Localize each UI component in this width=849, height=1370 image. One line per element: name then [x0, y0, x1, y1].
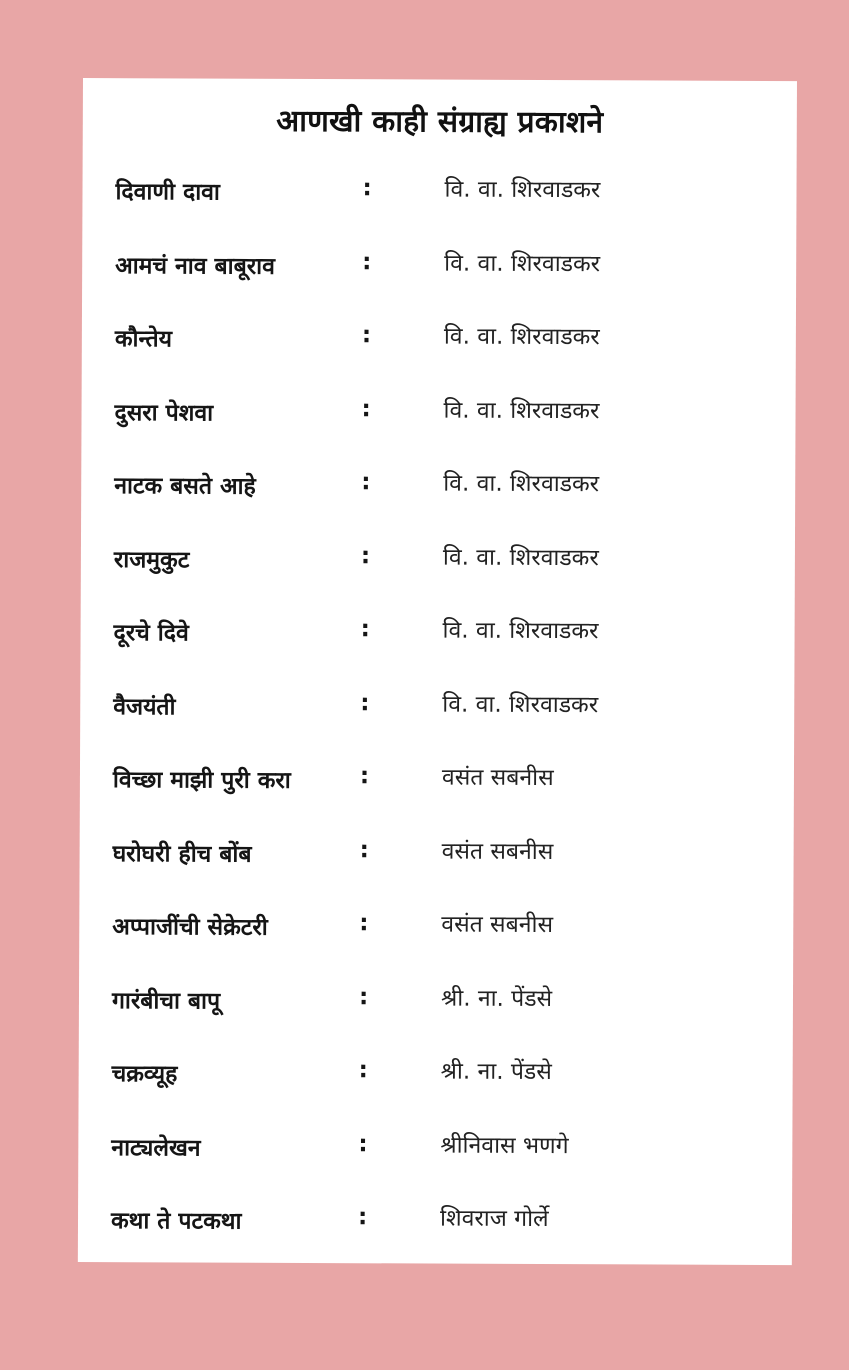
list-item	[80, 684, 794, 761]
page-heading: आणखी काही संग्राह्य प्रकाशने	[276, 103, 604, 141]
book-title: घरोघरी हीच बोंब	[112, 840, 252, 868]
separator-colon: :	[362, 175, 372, 202]
list-item	[81, 390, 795, 467]
list-item	[80, 758, 794, 835]
book-title: नाट्यलेखन	[111, 1134, 201, 1162]
book-title: राजमुकुट	[113, 546, 190, 573]
book-author: वसंत सबनीस	[441, 911, 554, 939]
book-title: दूरचे दिवे	[113, 620, 189, 647]
publication-list-panel	[78, 78, 797, 1265]
separator-colon: :	[360, 542, 371, 569]
book-title: गारंबीचा बापू	[111, 987, 221, 1015]
book-author: वि. वा. शिरवाडकर	[443, 397, 600, 424]
book-author: वसंत सबनीस	[441, 764, 554, 792]
separator-colon: :	[358, 1057, 368, 1084]
separator-colon: :	[359, 910, 369, 937]
book-title: अप्पाजींची सेक्रेटरी	[112, 914, 268, 941]
book-title: कौन्तेय	[114, 326, 173, 353]
book-title: चक्रव्यूह	[111, 1061, 178, 1088]
separator-colon: :	[361, 395, 371, 422]
book-title: कथा ते पटकथा	[110, 1208, 242, 1235]
book-title: दिवाणी दावा	[115, 179, 220, 206]
book-author: वि. वा. शिरवाडकर	[443, 323, 600, 351]
book-author: श्री. ना. पेंडसे	[440, 985, 553, 1012]
book-author: श्रीनिवास भणगे	[440, 1132, 569, 1159]
book-author: वि. वा. शिरवाडकर	[444, 176, 601, 204]
book-list	[78, 170, 797, 1276]
book-author: श्री. ना. पेंडसे	[440, 1058, 552, 1086]
list-item	[79, 905, 793, 982]
book-author: वि. वा. शिरवाडकर	[444, 250, 601, 277]
book-author: वि. वा. शिरवाडकर	[443, 470, 600, 498]
separator-colon: :	[358, 983, 369, 1010]
separator-colon: :	[362, 248, 372, 275]
book-author: वि. वा. शिरवाडकर	[442, 617, 599, 645]
list-item	[78, 1199, 792, 1276]
list-item	[78, 1052, 792, 1129]
book-title: नाटक बसते आहे	[114, 473, 256, 500]
book-title: विच्छा माझी पुरी करा	[112, 767, 291, 794]
list-item	[81, 537, 795, 614]
separator-colon: :	[357, 1204, 368, 1231]
book-title: दुसरा पेशवा	[114, 399, 214, 427]
list-item	[81, 464, 795, 541]
separator-colon: :	[359, 836, 369, 863]
book-author: वसंत सबनीस	[441, 838, 554, 865]
book-author: वि. वा. शिरवाडकर	[442, 544, 599, 571]
list-item	[79, 978, 793, 1055]
list-item	[79, 831, 793, 908]
list-item	[82, 317, 796, 394]
list-item	[78, 1125, 792, 1202]
list-item	[82, 243, 796, 320]
list-item	[80, 611, 794, 688]
book-author: शिवराज गोर्ले	[439, 1205, 549, 1233]
separator-colon: :	[361, 469, 371, 496]
book-title: आमचं नाव बाबूराव	[115, 252, 276, 280]
book-title: वैजयंती	[113, 693, 176, 720]
separator-colon: :	[361, 322, 372, 349]
separator-colon: :	[358, 1130, 368, 1157]
separator-colon: :	[360, 616, 370, 643]
separator-colon: :	[359, 763, 370, 790]
separator-colon: :	[360, 689, 370, 716]
book-author: वि. वा. शिरवाडकर	[442, 691, 599, 718]
list-item	[82, 170, 796, 247]
